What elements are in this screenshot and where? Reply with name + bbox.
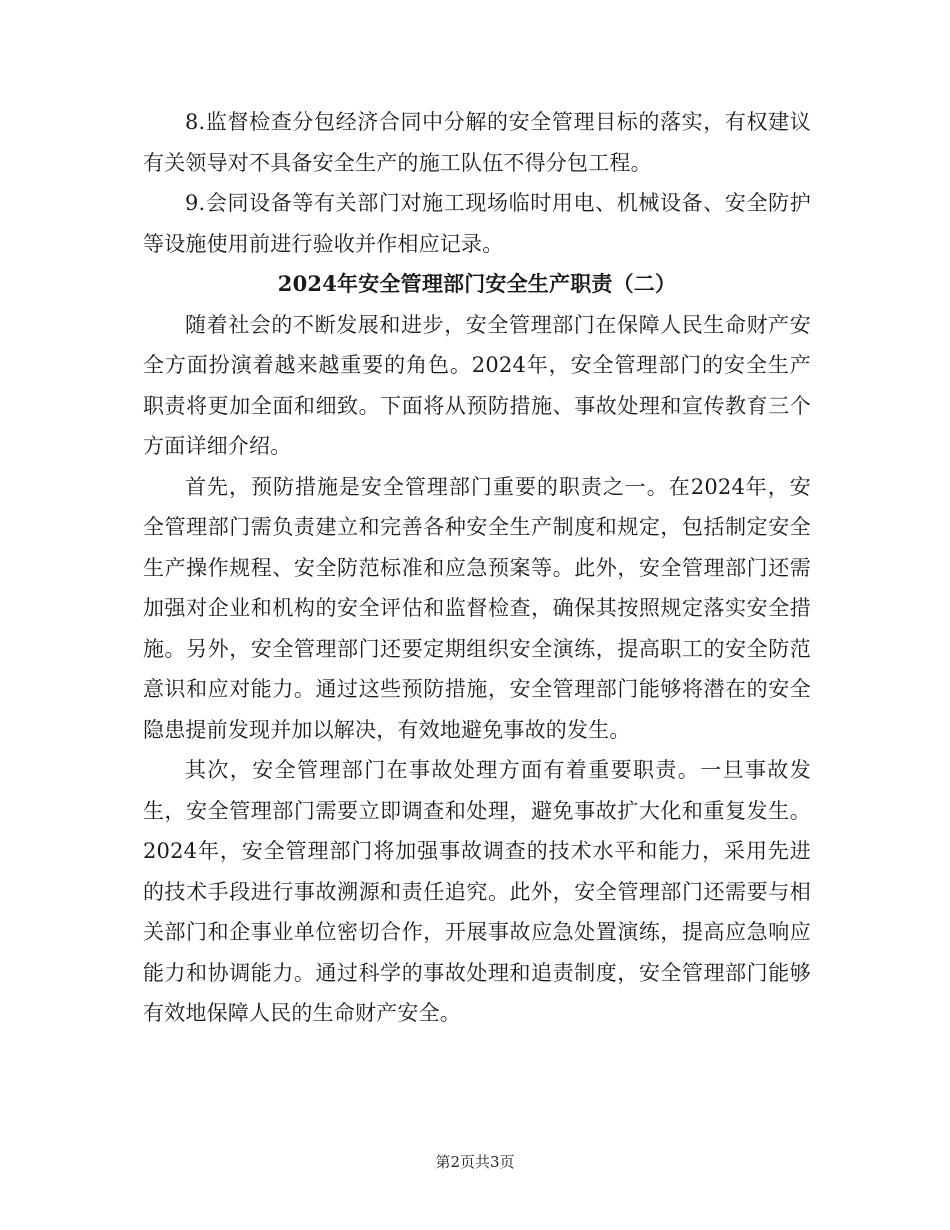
paragraph-intro: 随着社会的不断发展和进步，安全管理部门在保障人民生命财产安全方面扮演着越来越重要的角色。2024年，安全管理部门的安全生产职责将更加全面和细致。下面将从预防措施、事故处理和宣传教育三个方面详细介绍。 (143, 312, 811, 458)
paragraph-item-8: 8.监督检查分包经济合同中分解的安全管理目标的落实，有权建议有关领导对不具备安全生产的施工队伍不得分包工程。 (143, 110, 811, 175)
page-number-footer: 第2页共3页 (435, 1153, 515, 1171)
paragraph-item-9: 9.会同设备等有关部门对施工现场临时用电、机械设备、安全防护等设施使用前进行验收并作相应记录。 (143, 191, 811, 256)
paragraph-prevention: 首先，预防措施是安全管理部门重要的职责之一。在2024年，安全管理部门需负责建立和完善各种安全生产制度和规定，包括制定安全生产操作规程、安全防范标准和应急预案等。此外，安全管理部门还需加强对企业和机构的安全评估和监督检查，确保其按照规定落实安全措施。另外，安全管理部门还要定期组织安全演练，提高职工的安全防范意识和应对能力。通过这些预防措施，安全管理部门能够将潜在的安全隐患提前发现并加以解决，有效地避免事故的发生。 (143, 474, 811, 742)
document-body (143, 102, 811, 1034)
section-heading: 2024年安全管理部门安全生产职责（二） (277, 271, 677, 296)
paragraph-accident-handling: 其次，安全管理部门在事故处理方面有着重要职责。一旦事故发生，安全管理部门需要立即调查和处理，避免事故扩大化和重复发生。2024年，安全管理部门将加强事故调查的技术水平和能力，采用先进的技术手段进行事故溯源和责任追究。此外，安全管理部门还需要与相关部门和企事业单位密切合作，开展事故应急处置演练，提高应急响应能力和协调能力。通过科学的事故处理和追责制度，安全管理部门能够有效地保障人民的生命财产安全。 (143, 758, 811, 1025)
